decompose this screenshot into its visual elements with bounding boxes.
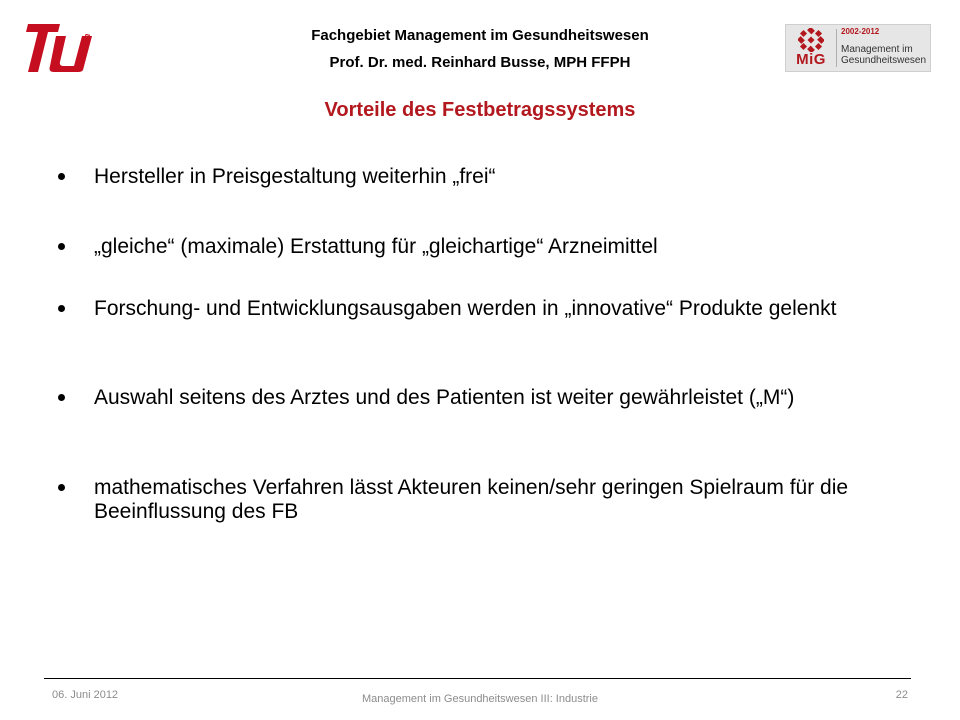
mig-logo-left	[786, 25, 836, 71]
bullet-text: „gleiche“ (maximale) Erstattung für „gleichartige“ Arzneimittel	[94, 235, 658, 258]
slide-title: Vorteile des Festbetragssystems	[324, 99, 636, 121]
bullet-text: Forschung- und Entwicklungsausgaben werden in „innovative“ Produkte gelenkt	[94, 297, 837, 320]
bullet-dot-icon	[58, 305, 65, 312]
mig-divider	[836, 29, 837, 67]
bullet-dot-icon	[58, 243, 65, 250]
mig-letters: MiG	[796, 51, 826, 68]
mig-text	[841, 44, 926, 66]
mig-text-line2: Gesundheitswesen	[841, 55, 927, 66]
mig-years: 2002-2012	[841, 27, 880, 36]
header-professor: Prof. Dr. med. Reinhard Busse, MPH FFPH	[329, 54, 631, 71]
tu-logo-text: berlin	[76, 32, 93, 59]
footer-date: 06. Juni 2012	[52, 689, 119, 701]
header-institute: Fachgebiet Management im Gesundheitswesen	[311, 27, 649, 44]
bullet-text: Hersteller in Preisgestaltung weiterhin „frei“	[94, 165, 496, 188]
bullet-dot-icon	[58, 394, 65, 401]
mig-logo	[785, 24, 931, 72]
bullet-text: mathematisches Verfahren lässt Akteuren keinen/sehr geringen Spielraum für die Beeinflussung des FB	[94, 476, 849, 523]
footer-page-number: 22	[895, 689, 908, 701]
mig-text-line1: Management im	[841, 44, 913, 55]
footer-divider	[44, 678, 911, 679]
bullet-dot-icon	[58, 484, 65, 491]
mig-emblem-icon	[798, 28, 824, 52]
footer-course-title: Management im Gesundheitswesen III: Industrie	[361, 693, 598, 705]
bullet-dot-icon	[58, 173, 65, 180]
bullet-text: Auswahl seitens des Arztes und des Patienten ist weiter gewährleistet („M“)	[94, 386, 795, 409]
